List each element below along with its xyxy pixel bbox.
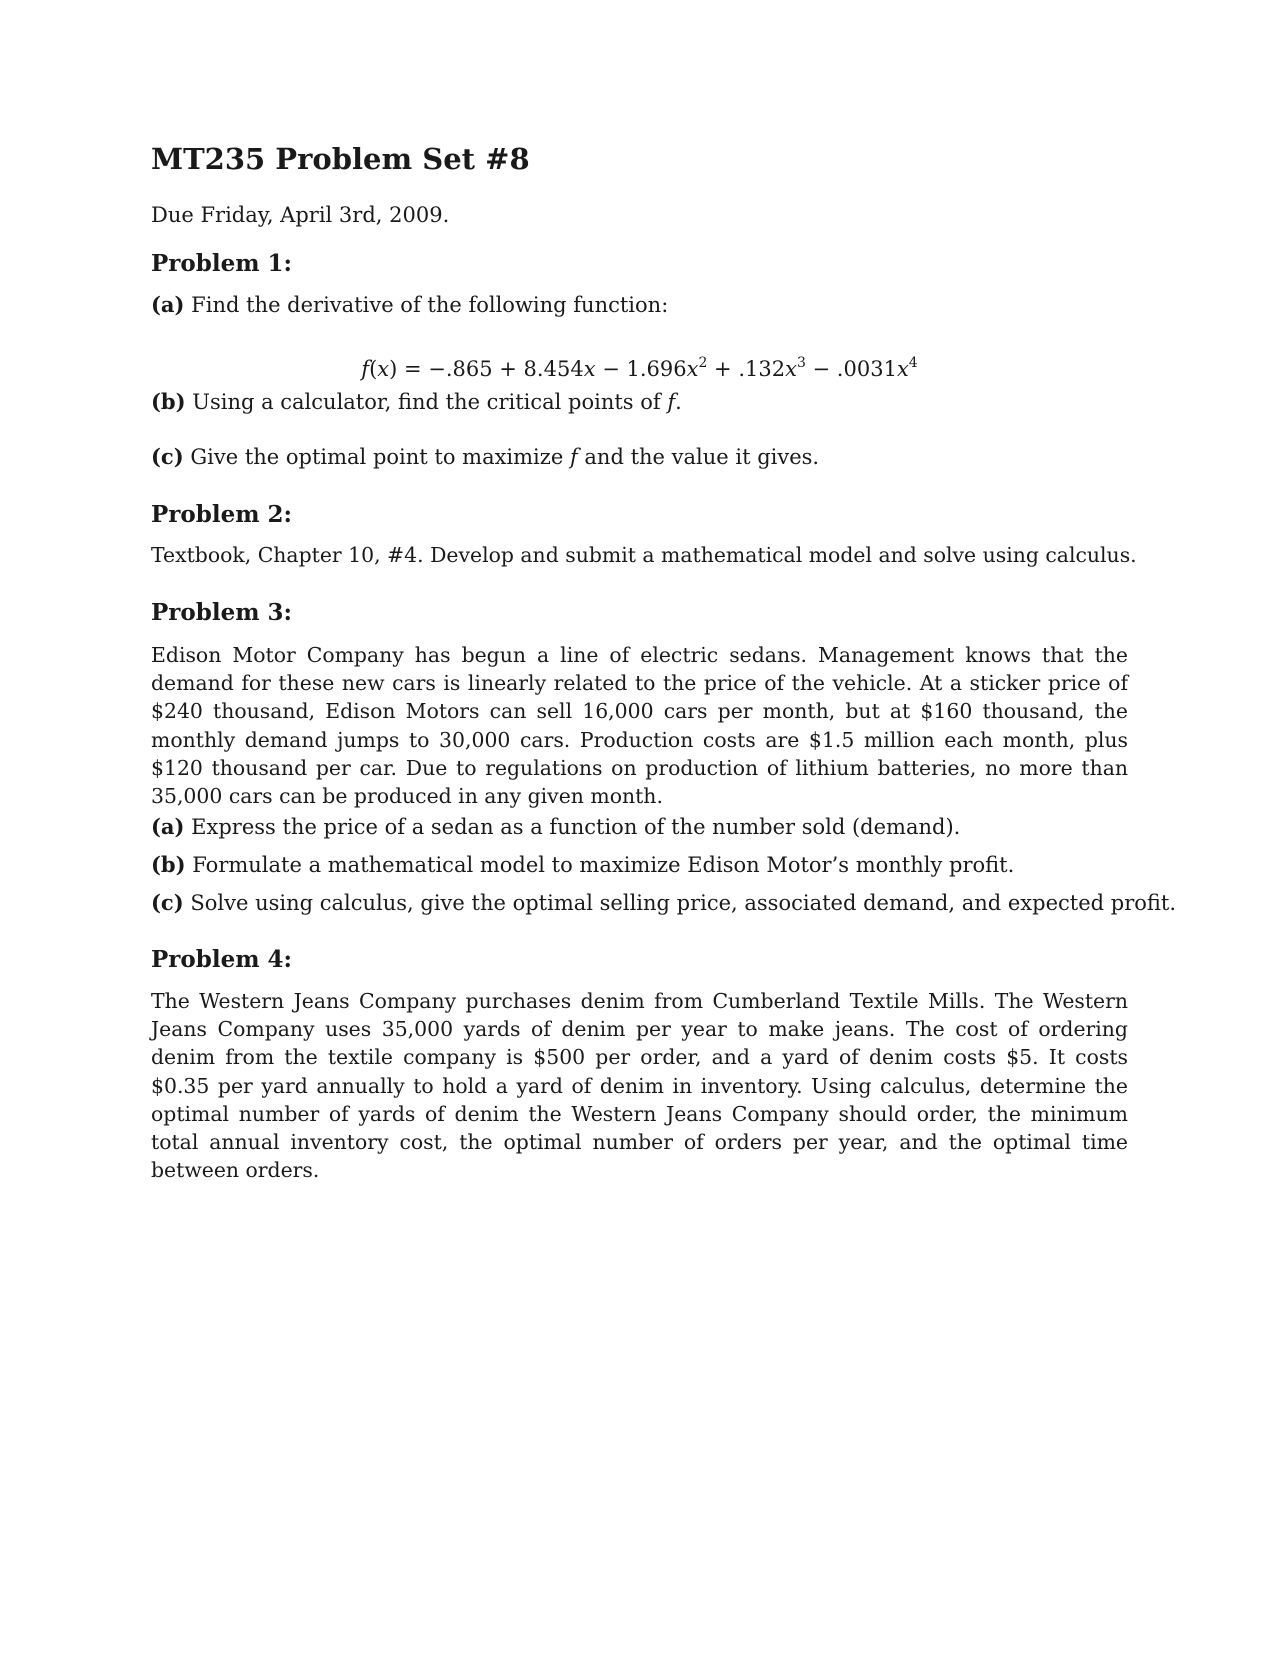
part-label: (a) xyxy=(151,292,185,317)
formula-term-3: + .132 xyxy=(707,357,786,381)
part-text: Formulate a mathematical model to maximize Edison Motor’s monthly profit. xyxy=(192,853,1015,877)
part-text: Solve using calculus, give the optimal selling price, associated demand, and expected profit. xyxy=(190,891,1176,915)
formula-term-2: − 1.696 xyxy=(595,357,687,381)
part-text: Express the price of a sedan as a function of the number sold (demand). xyxy=(191,815,961,839)
problem-3-part-c xyxy=(151,890,1176,915)
problem-3-paragraph: Edison Motor Company has begun a line of electric sedans. Management knows that the demand for these new cars is linearly related to the price of the vehicle. At a sticker price of $240 thousand, Edison Motors can sell 16,000 cars per month, but at $160 thousand, the monthly demand jumps to 30,000 cars. Production costs are $1.5 million each month, plus $120 thousand per car. Due to regulations on production of lithium batteries, no more than 35,000 cars can be produced in any given month. xyxy=(151,643,1128,809)
formula-var-2: x xyxy=(686,357,699,381)
part-label: (a) xyxy=(151,814,185,839)
part-text: Find the derivative of the following function: xyxy=(191,293,669,317)
part-var: f xyxy=(569,445,578,469)
formula-term-4: − .0031 xyxy=(805,357,897,381)
formula-var-4: x xyxy=(896,357,909,381)
part-label: (c) xyxy=(151,890,184,915)
formula-arg: x xyxy=(377,357,390,381)
problem-2-heading: Problem 2: xyxy=(151,501,293,528)
formula-open-paren: ( xyxy=(369,357,378,381)
problem-4-paragraph: The Western Jeans Company purchases denim from Cumberland Textile Mills. The Western Jeans Company uses 35,000 yards of denim per year to make jeans. The cost of ordering denim from the textile company is $500 per order, and a yard of denim costs $5. It costs $0.35 per yard annually to hold a yard of denim in inventory. Using calculus, determine the optimal number of yards of denim the Western Jeans Company should order, the minimum total annual inventory cost, the optimal number of orders per year, and the optimal time between orders. xyxy=(151,989,1128,1183)
problem-4-heading: Problem 4: xyxy=(151,946,293,973)
problem-3-heading: Problem 3: xyxy=(151,599,293,626)
formula-var-1: x xyxy=(583,357,596,381)
formula-var-3: x xyxy=(785,357,797,381)
document-title: MT235 Problem Set #8 xyxy=(151,142,530,176)
problem-1-part-c xyxy=(151,444,819,469)
part-text-end: and the value it gives. xyxy=(577,445,820,469)
part-text: Give the optimal point to maximize xyxy=(190,445,570,469)
part-text: Using a calculator, find the critical points of xyxy=(192,390,668,414)
formula-close-paren: ) xyxy=(389,357,398,381)
problem-1-heading: Problem 1: xyxy=(151,250,293,277)
problem-2-text: Textbook, Chapter 10, #4. Develop and submit a mathematical model and solve using calculus. xyxy=(151,543,1137,567)
formula-exp-2: 2 xyxy=(698,355,708,371)
part-var: f xyxy=(667,390,676,414)
derivative-formula xyxy=(151,357,1128,381)
problem-1-part-b xyxy=(151,389,682,414)
problem-1-part-a xyxy=(151,292,668,317)
part-label: (b) xyxy=(151,389,186,414)
formula-function-name: f xyxy=(361,357,370,381)
part-text-end: . xyxy=(675,390,682,414)
problem-3-part-b xyxy=(151,852,1014,877)
formula-term-1: = −.865 + 8.454 xyxy=(397,357,584,381)
formula-exp-4: 4 xyxy=(908,355,918,371)
formula-exp-3: 3 xyxy=(796,355,806,371)
part-label: (b) xyxy=(151,852,186,877)
part-label: (c) xyxy=(151,444,184,469)
problem-3-part-a xyxy=(151,814,960,839)
due-date: Due Friday, April 3rd, 2009. xyxy=(151,203,450,227)
